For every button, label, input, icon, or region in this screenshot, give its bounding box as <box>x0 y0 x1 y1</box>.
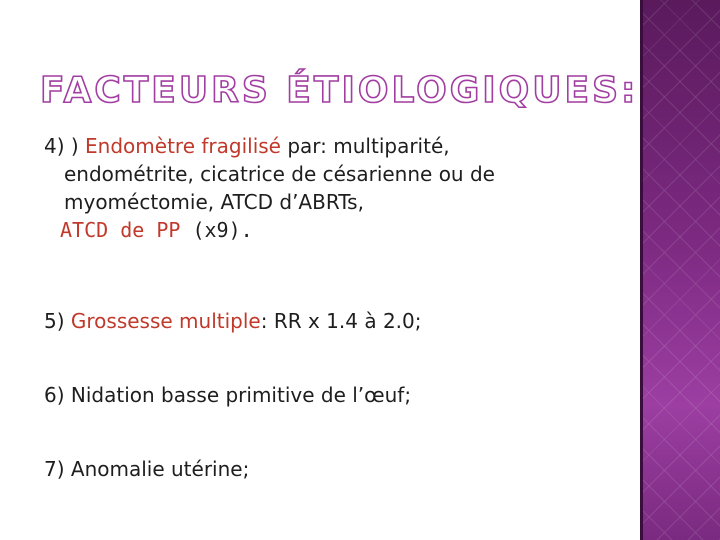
slide-title: FACTEURS ÉTIOLOGIQUES: <box>40 70 639 111</box>
sidebar-pattern <box>640 0 720 540</box>
decorative-sidebar <box>640 0 720 540</box>
list-item-5 <box>44 307 422 335</box>
item-4-highlight: Endomètre fragilisé <box>85 134 281 158</box>
item-4-multiplier: (x9). <box>180 218 253 242</box>
item-4-prefix: 4) ) <box>44 134 86 158</box>
item-5-rest: : RR x 1.4 à 2.0; <box>260 309 422 333</box>
item-5-highlight: Grossesse multiple <box>70 309 261 333</box>
item-4-line-4 <box>44 216 634 244</box>
item-5-prefix: 5) <box>44 309 71 333</box>
item-4-rest: par: multiparité, <box>280 134 450 158</box>
sidebar-border <box>640 0 643 540</box>
item-4-line-2: endométrite, cicatrice de césarienne ou de <box>64 162 495 186</box>
item-4-line-3: myoméctomie, ATCD d’ABRTs, <box>64 190 364 214</box>
list-item-6: 6) Nidation basse primitive de l’œuf; <box>44 383 412 407</box>
slide-body <box>44 132 634 481</box>
item-4-line-1 <box>44 132 634 160</box>
list-item-4 <box>44 132 634 244</box>
item-4-atcd-pp: ATCD de PP <box>60 218 181 242</box>
list-item-7: 7) Anomalie utérine; <box>44 457 250 481</box>
